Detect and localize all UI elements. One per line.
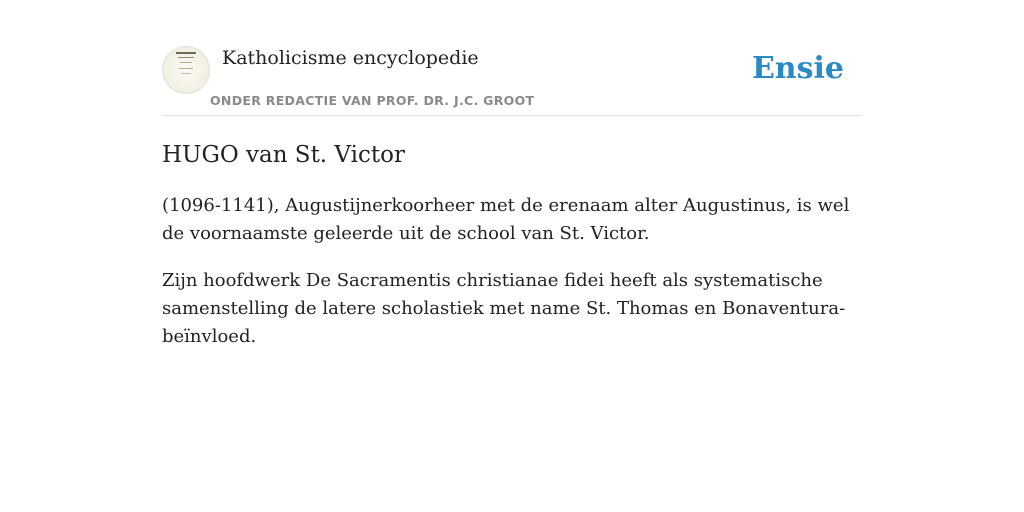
book-cover-icon[interactable] bbox=[162, 46, 210, 94]
brand-logo[interactable]: Ensie bbox=[751, 51, 844, 86]
entry-paragraph: (1096-1141), Augustijnerkoorheer met de erenaam alter Augustinus, is wel de voornaamste geleerde uit de school van St. Victor. bbox=[162, 195, 850, 244]
entry-title: HUGO van St. Victor bbox=[162, 142, 405, 168]
page-container bbox=[162, 0, 862, 347]
entry-paragraph: Zijn hoofdwerk De Sacramentis christianae fidei heeft als systematische samenstelling de latere scholastiek met name St. Thomas en Bonaventura-beïnvloed. bbox=[162, 270, 846, 347]
book-title-link[interactable]: Katholicisme encyclopedie bbox=[222, 47, 479, 69]
site-header bbox=[162, 0, 862, 116]
editor-line: ONDER REDACTIE VAN PROF. DR. J.C. GROOT bbox=[210, 93, 535, 108]
